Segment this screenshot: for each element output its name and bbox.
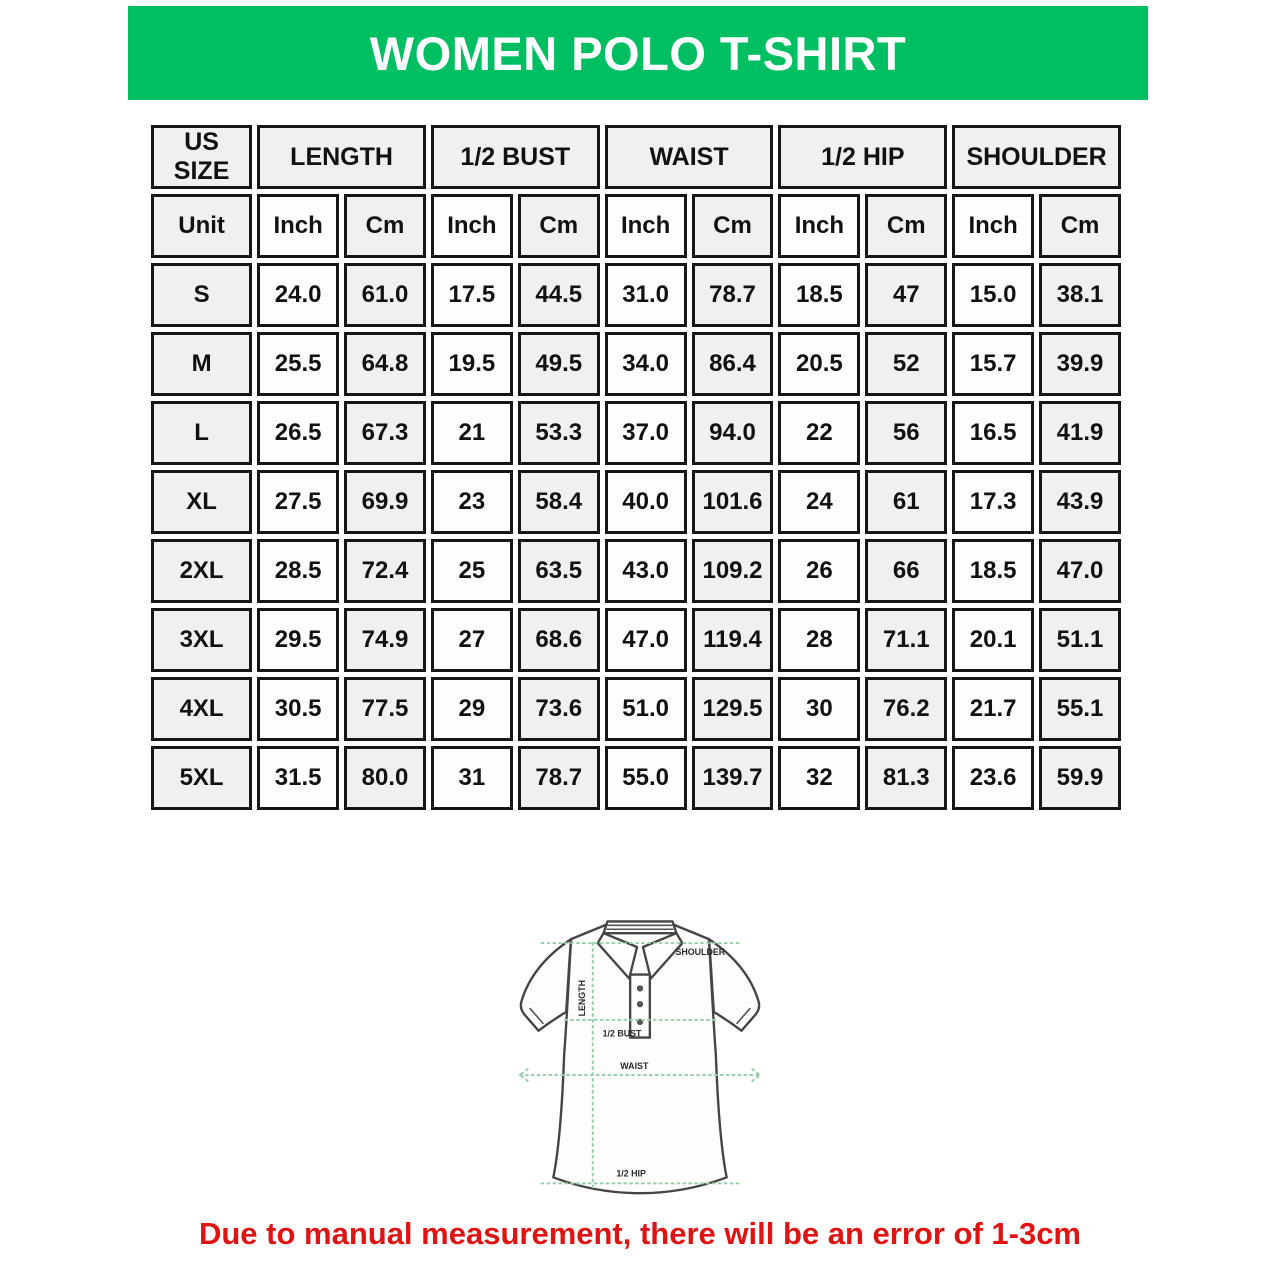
unit-header-cell: Cm [865, 194, 947, 258]
col-header-half-hip: 1/2 HIP [778, 125, 947, 189]
measurement-cell: 63.5 [518, 539, 600, 603]
measurement-cell: 29.5 [257, 608, 339, 672]
measurement-cell: 51.0 [605, 677, 687, 741]
measurement-cell: 86.4 [692, 332, 774, 396]
unit-header-cell: Cm [692, 194, 774, 258]
col-header-shoulder: SHOULDER [952, 125, 1121, 189]
polo-shirt-illustration [480, 882, 800, 1207]
group-header-row [151, 125, 1121, 189]
table-row-xl [151, 470, 1121, 534]
measurement-cell: 139.7 [692, 746, 774, 810]
unit-header-cell: Inch [605, 194, 687, 258]
unit-header-cell: Inch [952, 194, 1034, 258]
col-header-half-bust: 1/2 BUST [431, 125, 600, 189]
size-chart-table [146, 120, 1126, 815]
measurement-cell: 47.0 [605, 608, 687, 672]
measurement-cell: 20.1 [952, 608, 1034, 672]
unit-header-cell: Cm [344, 194, 426, 258]
measurement-cell: 25 [431, 539, 513, 603]
diagram-label-shoulder: SHOULDER [675, 946, 726, 957]
measurement-cell: 61 [865, 470, 947, 534]
measurement-cell: 30 [778, 677, 860, 741]
measurement-cell: 25.5 [257, 332, 339, 396]
measurement-cell: 26 [778, 539, 860, 603]
shirt-button [637, 985, 643, 991]
shirt-button [637, 1001, 643, 1007]
table-row-4xl [151, 677, 1121, 741]
measurement-cell: 72.4 [344, 539, 426, 603]
measurement-cell: 21.7 [952, 677, 1034, 741]
col-header-waist: WAIST [605, 125, 774, 189]
measurement-cell: 71.1 [865, 608, 947, 672]
measurement-cell: 66 [865, 539, 947, 603]
measurement-cell: 43.9 [1039, 470, 1121, 534]
unit-header-row [151, 194, 1121, 258]
measurement-cell: 51.1 [1039, 608, 1121, 672]
measurement-cell: 80.0 [344, 746, 426, 810]
measurement-cell: 77.5 [344, 677, 426, 741]
measurement-note: Due to manual measurement, there will be an error of 1-3cm [198, 1216, 1082, 1251]
measurement-cell: 27 [431, 608, 513, 672]
measurement-cell: 34.0 [605, 332, 687, 396]
measurement-cell: 94.0 [692, 401, 774, 465]
measurement-cell: 119.4 [692, 608, 774, 672]
size-label: XL [151, 470, 252, 534]
polo-shirt-diagram [480, 882, 800, 1207]
measurement-cell: 64.8 [344, 332, 426, 396]
measurement-cell: 78.7 [692, 263, 774, 327]
measurement-cell: 22 [778, 401, 860, 465]
diagram-label-waist: WAIST [620, 1061, 649, 1072]
size-label: 5XL [151, 746, 252, 810]
measurement-cell: 17.5 [431, 263, 513, 327]
unit-header-cell: Cm [1039, 194, 1121, 258]
measurement-cell: 19.5 [431, 332, 513, 396]
measurement-cell: 24.0 [257, 263, 339, 327]
measurement-cell: 68.6 [518, 608, 600, 672]
measurement-cell: 53.3 [518, 401, 600, 465]
measurement-cell: 55.1 [1039, 677, 1121, 741]
measurement-cell: 29 [431, 677, 513, 741]
measurement-cell: 49.5 [518, 332, 600, 396]
shirt-collar-band [604, 921, 677, 933]
unit-header-cell: Cm [518, 194, 600, 258]
measurement-cell: 18.5 [778, 263, 860, 327]
measurement-cell: 73.6 [518, 677, 600, 741]
table-row-2xl [151, 539, 1121, 603]
unit-header-cell: Inch [257, 194, 339, 258]
measurement-cell: 78.7 [518, 746, 600, 810]
measurement-cell: 37.0 [605, 401, 687, 465]
measurement-cell: 76.2 [865, 677, 947, 741]
measurement-cell: 23.6 [952, 746, 1034, 810]
measurement-cell: 28.5 [257, 539, 339, 603]
measurement-cell: 16.5 [952, 401, 1034, 465]
table-row-s [151, 263, 1121, 327]
col-header-us-size: US SIZE [151, 125, 252, 189]
table-row-5xl [151, 746, 1121, 810]
size-label: M [151, 332, 252, 396]
measurement-cell: 44.5 [518, 263, 600, 327]
measurement-cell: 38.1 [1039, 263, 1121, 327]
table-row-l [151, 401, 1121, 465]
measurement-cell: 81.3 [865, 746, 947, 810]
measurement-cell: 40.0 [605, 470, 687, 534]
unit-header-cell: Inch [778, 194, 860, 258]
measurement-cell: 28 [778, 608, 860, 672]
measurement-cell: 69.9 [344, 470, 426, 534]
shirt-left-sleeve [521, 939, 571, 1031]
measurement-cell: 15.0 [952, 263, 1034, 327]
size-label: 4XL [151, 677, 252, 741]
unit-header-cell: Unit [151, 194, 252, 258]
diagram-label-half-bust: 1/2 BUST [602, 1028, 642, 1039]
measurement-cell: 24 [778, 470, 860, 534]
diagram-label-length: LENGTH [576, 980, 587, 1017]
measurement-cell: 58.4 [518, 470, 600, 534]
measurement-cell: 18.5 [952, 539, 1034, 603]
measurement-cell: 56 [865, 401, 947, 465]
measurement-cell: 109.2 [692, 539, 774, 603]
title-banner [128, 6, 1148, 100]
size-label: L [151, 401, 252, 465]
measurement-cell: 17.3 [952, 470, 1034, 534]
measurement-cell: 41.9 [1039, 401, 1121, 465]
measurement-cell: 20.5 [778, 332, 860, 396]
measurement-cell: 52 [865, 332, 947, 396]
measurement-cell: 55.0 [605, 746, 687, 810]
measurement-cell: 15.7 [952, 332, 1034, 396]
measurement-cell: 31.5 [257, 746, 339, 810]
measurement-cell: 47.0 [1039, 539, 1121, 603]
measurement-cell: 31.0 [605, 263, 687, 327]
measurement-cell: 59.9 [1039, 746, 1121, 810]
measurement-cell: 31 [431, 746, 513, 810]
measurement-cell: 27.5 [257, 470, 339, 534]
measurement-cell: 39.9 [1039, 332, 1121, 396]
measurement-cell: 61.0 [344, 263, 426, 327]
page-title: WOMEN POLO T-SHIRT [369, 26, 907, 80]
unit-header-cell: Inch [431, 194, 513, 258]
measurement-cell: 67.3 [344, 401, 426, 465]
measurement-cell: 43.0 [605, 539, 687, 603]
measurement-cell: 129.5 [692, 677, 774, 741]
size-label: 2XL [151, 539, 252, 603]
measurement-cell: 47 [865, 263, 947, 327]
size-label: S [151, 263, 252, 327]
size-label: 3XL [151, 608, 252, 672]
measurement-cell: 74.9 [344, 608, 426, 672]
table-row-3xl [151, 608, 1121, 672]
col-header-length: LENGTH [257, 125, 426, 189]
measurement-cell: 30.5 [257, 677, 339, 741]
diagram-label-half-hip: 1/2 HIP [616, 1168, 646, 1179]
measurement-cell: 23 [431, 470, 513, 534]
shirt-body-outline [553, 923, 726, 1193]
measurement-cell: 101.6 [692, 470, 774, 534]
measurement-cell: 26.5 [257, 401, 339, 465]
table-row-m [151, 332, 1121, 396]
measurement-cell: 32 [778, 746, 860, 810]
measurement-cell: 21 [431, 401, 513, 465]
